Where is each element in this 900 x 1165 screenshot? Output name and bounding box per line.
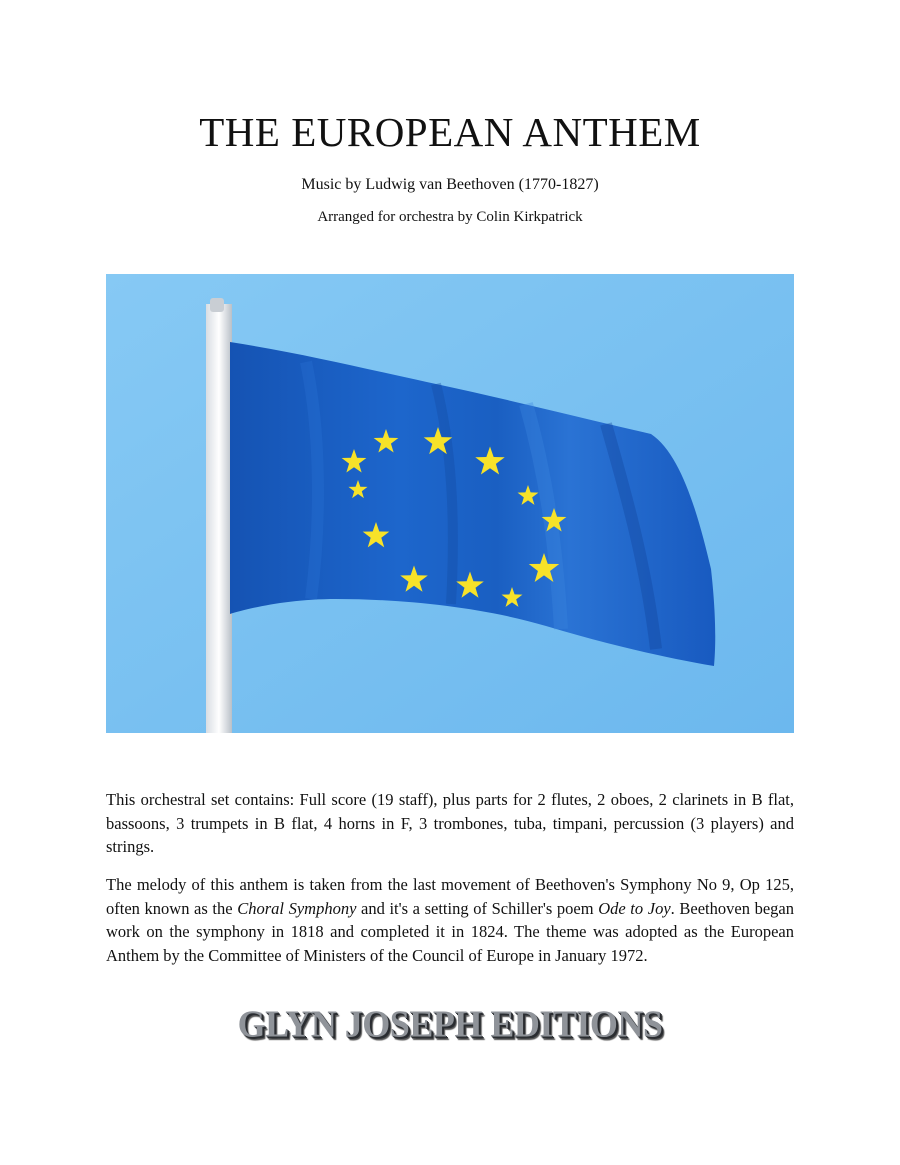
- composer-credit: Music by Ludwig van Beethoven (1770-1827): [301, 176, 599, 193]
- ode-to-joy-title: Ode to Joy: [598, 898, 671, 918]
- publisher-logo: [0, 1003, 900, 1045]
- history-paragraph: [106, 873, 794, 967]
- arranger-credit: Arranged for orchestra by Colin Kirkpatrick: [317, 209, 583, 225]
- history-text-2: and it's a setting of Schiller's poem: [356, 898, 599, 918]
- publisher-logo-text: GLYN JOSEPH EDITIONS: [237, 1003, 663, 1045]
- flagpole: [206, 304, 232, 733]
- history-text-1: The melody of this anthem is taken from the last movement of Beethoven's Symphony No 9, Op 125, often known as the: [106, 875, 794, 918]
- eu-flag-photo: [106, 274, 794, 733]
- choral-symphony-title: Choral Symphony: [237, 898, 357, 918]
- contents-paragraph: This orchestral set contains: Full score (19 staff), plus parts for 2 flutes, 2 oboes, 2 clarinets in B flat, bassoons, 3 trumpets in B flat, 4 horns in F, 3 trombones, tuba, timpani, percussion (3 players) and strings.: [106, 790, 794, 856]
- page-title: THE EUROPEAN ANTHEM: [199, 109, 701, 155]
- history-text-3: . Beethoven began work on the symphony in 1818 and completed it in 1824. The theme was adopted as the European Anthem by the Committee of Ministers of the Council of Europe in January 1972.: [106, 898, 794, 965]
